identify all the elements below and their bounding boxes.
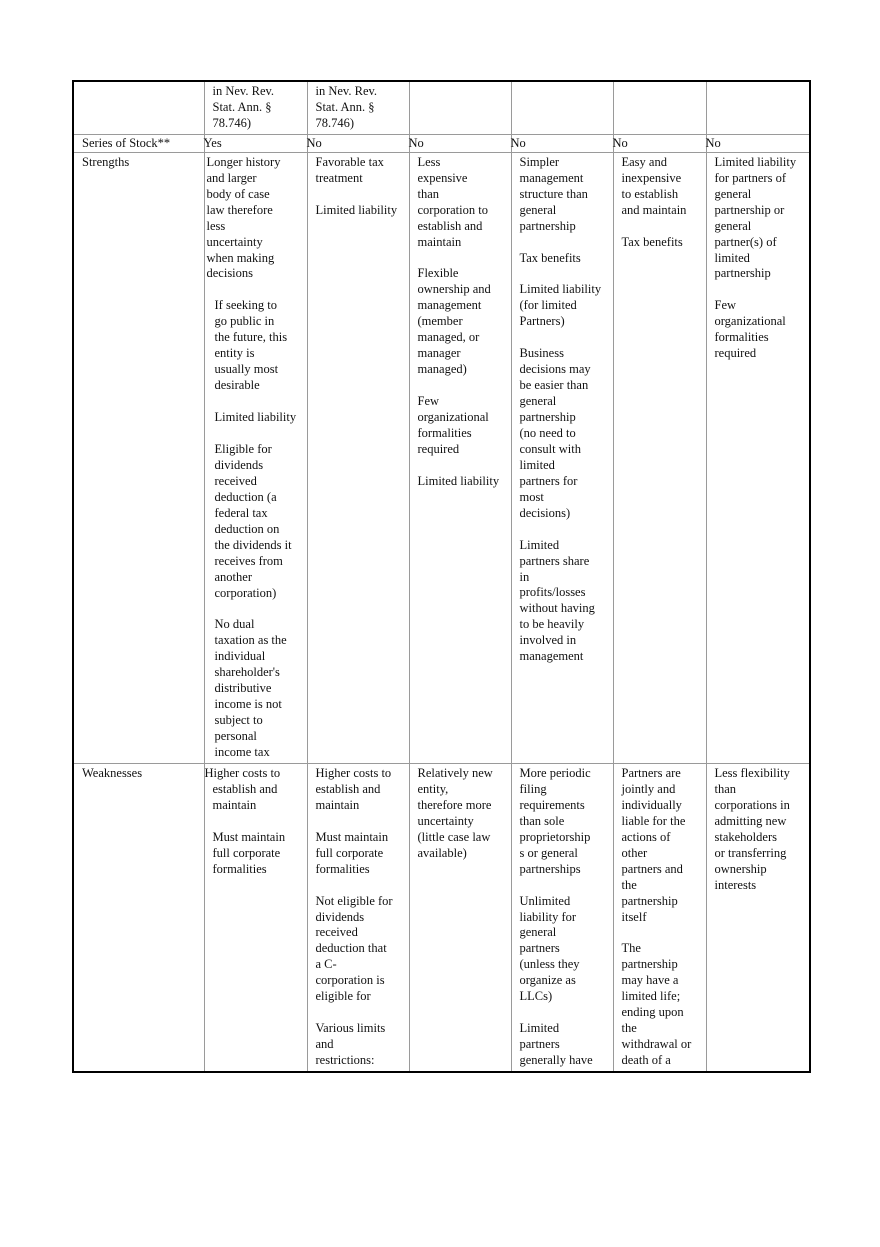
cell-paragraph: Limited liability [214, 410, 297, 425]
cell-paragraph: Limited liability [315, 202, 398, 217]
table-cell [409, 763, 511, 1072]
cell-paragraph: Relatively new entity, therefore more uncertainty (little case law available) [417, 765, 493, 860]
cell-paragraph: Flexible ownership and management (member managed, or manager managed) [417, 266, 491, 377]
table-cell [409, 152, 511, 763]
table-cell: No [307, 134, 409, 152]
table-cell [409, 81, 511, 134]
cell-paragraph: Simpler management structure than general partnership [519, 154, 588, 233]
table-cell [204, 152, 307, 763]
cell-paragraph: Limited liability [417, 473, 500, 488]
table-cell [511, 81, 613, 134]
cell-paragraph: Easy and inexpensive to establish and maintain [621, 154, 687, 217]
cell-paragraph: Must maintain full corporate formalities [315, 829, 389, 876]
table-cell: No [613, 134, 706, 152]
table-cell [613, 152, 706, 763]
cell-paragraph: Less flexibility than corporations in admitting new stakeholders or transferring ownership interests [714, 765, 790, 892]
cell-paragraph: Higher costs to establish and maintain [204, 765, 281, 812]
cell-paragraph: Not eligible for dividends received deduction that a C- corporation is eligible for [315, 893, 393, 1004]
cell-paragraph: Limited liability (for limited Partners) [519, 282, 602, 329]
cell-paragraph: Limited liability for partners of general partnership or general partner(s) of limited partnership [714, 154, 797, 281]
table-cell [307, 763, 409, 1072]
weaknesses-row [73, 763, 810, 1072]
cell-paragraph: If seeking to go public in the future, this entity is usually most desirable [214, 298, 288, 393]
cell-paragraph: Eligible for dividends received deduction (a federal tax deduction on the dividends it receives from another corporation) [214, 441, 292, 600]
cell-paragraph: Unlimited liability for general partners (unless they organize as LLCs) [519, 893, 580, 1004]
table-cell [613, 763, 706, 1072]
cell-paragraph: The partnership may have a limited life; ending upon the withdrawal or death of a [621, 941, 692, 1068]
cell-paragraph: Limited partners share in profits/losses without having to be heavily involved in management [519, 537, 595, 664]
row-label: Weaknesses [73, 763, 204, 1072]
cell-paragraph: Various limits and restrictions: [315, 1021, 386, 1068]
strengths-row [73, 152, 810, 763]
cell-paragraph: Partners are jointly and individually liable for the actions of other partners and the partnership itself [621, 765, 686, 924]
continued-row [73, 81, 810, 134]
table-cell [73, 81, 204, 134]
table-cell: Yes [204, 134, 307, 152]
table-cell: in Nev. Rev. Stat. Ann. § 78.746) [307, 81, 409, 134]
table-cell [613, 81, 706, 134]
table-cell [706, 763, 810, 1072]
table-cell [511, 763, 613, 1072]
table-cell: No [511, 134, 613, 152]
table-cell [706, 81, 810, 134]
row-label: Strengths [73, 152, 204, 763]
table-cell: No [706, 134, 810, 152]
cell-paragraph: Business decisions may be easier than general partnership (no need to consult with limited partners for most decisions) [519, 346, 591, 520]
table-cell [307, 152, 409, 763]
cell-paragraph: Must maintain full corporate formalities [212, 829, 286, 876]
cell-paragraph: Longer history and larger body of case law therefore less uncertainty when making decisions [206, 154, 281, 281]
table-cell [511, 152, 613, 763]
table-cell [706, 152, 810, 763]
cell-paragraph: Higher costs to establish and maintain [315, 765, 392, 812]
series-of-stock-row [73, 134, 810, 152]
comparison-table [72, 80, 811, 1073]
table-cell: in Nev. Rev. Stat. Ann. § 78.746) [204, 81, 307, 134]
row-label: Series of Stock** [73, 134, 204, 152]
cell-paragraph: Tax benefits [519, 250, 581, 265]
cell-paragraph: Favorable tax treatment [315, 154, 384, 185]
table-cell [204, 763, 307, 1072]
cell-paragraph: No dual taxation as the individual shareholder's distributive income is not subject to personal income tax [214, 617, 287, 760]
cell-paragraph: More periodic filing requirements than sole proprietorship s or general partnerships [519, 765, 591, 876]
cell-paragraph: Tax benefits [621, 234, 683, 249]
cell-paragraph: Few organizational formalities required [417, 394, 489, 456]
cell-paragraph: Limited partners generally have [519, 1021, 593, 1068]
cell-paragraph: Few organizational formalities required [714, 298, 786, 361]
table-cell: No [409, 134, 511, 152]
cell-paragraph: Less expensive than corporation to establish and maintain [417, 154, 488, 249]
